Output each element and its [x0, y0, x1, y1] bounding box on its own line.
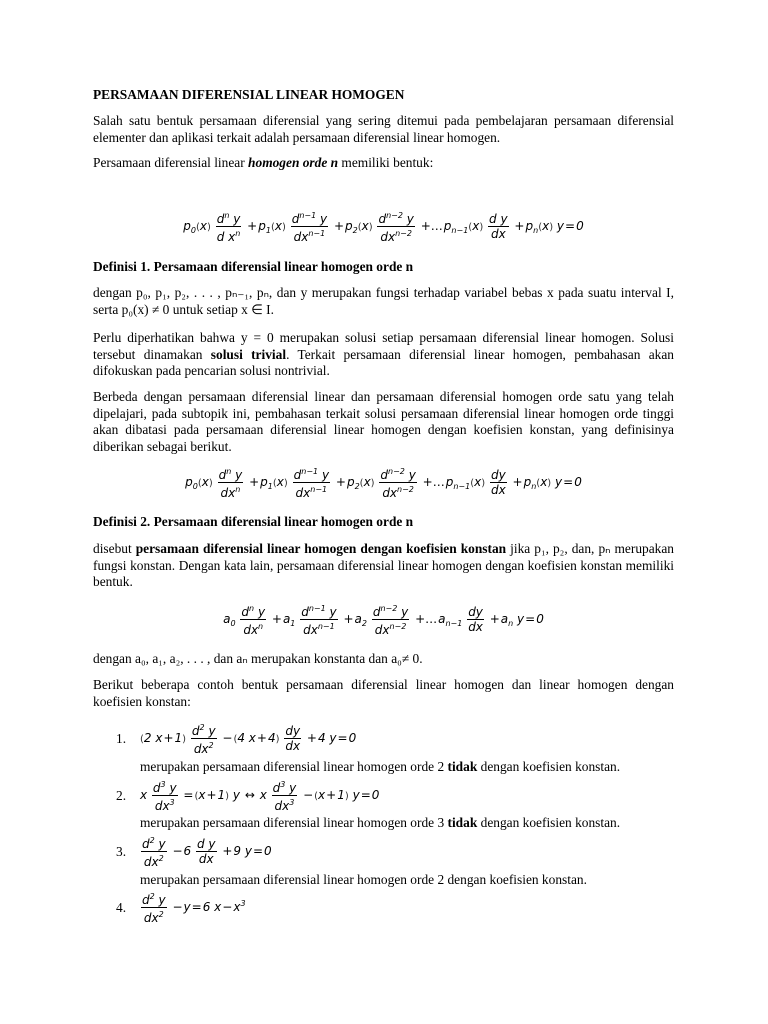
- text-span: merupakan persamaan diferensial linear homogen orde 2 dengan koefisien konstan.: [140, 872, 587, 887]
- example-2-equation: x $\frac{d^3 y}{dx^3}$ =(x+1) y ↔ x $\frac{d^3 y}{dx^3}$ −(x+1) y=0: [140, 780, 380, 813]
- text-span: . Terkait persamaan diferensial linear homogen, pembahasan akan difokuskan pada pencarian solusi nontrivial.: [93, 346, 674, 379]
- equation-constant-coefficients: $a_0$ $\frac{d^n y}{dx^n}$ $+a_1$ $\frac{d^{n-1} y}{dx^{n-1}}$ $+a_2$ $\frac{d^{n-2} y}{dx^{n-2}}$ $+\dots a_{n-1}$ $\frac{dy}{dx}$ $+a_n$ y=0: [223, 604, 544, 637]
- definition-1-paragraph: dengan p₀, p₁, p₂, . . . , pₙ₋₁, pₙ, dan y merupakan fungsi terhadap variabel bebas x pada suatu interval I, serta p₀(x) ≠ 0 untuk setiap x ∈ I.: [93, 285, 674, 317]
- bold-text: persamaan diferensial linear homogen dengan koefisien konstan: [135, 541, 507, 556]
- definition-2-paragraph: [93, 541, 674, 591]
- text-span: Perlu diperhatikan bahwa y = 0 merupakan solusi setiap persamaan diferensial linear homogen. Solusi tersebut dinamakan: [93, 330, 674, 362]
- trivial-solution-paragraph: [93, 330, 674, 380]
- text-span: dengan koefisien konstan.: [477, 815, 621, 830]
- scope-paragraph: Berbeda dengan persamaan diferensial linear dan persamaan diferensial homogen orde satu yang telah dipelajari, pada subtopik ini, pembahasan terkait solusi persamaan diferensial linear homogen orde tinggi akan dibatasi pada persamaan diferensial linear homogen dengan koefisien konstan, yang definisinya diberikan sebagai berikut.: [93, 389, 674, 454]
- text-span: memiliki bentuk:: [338, 155, 434, 170]
- text-span: Persamaan diferensial linear: [93, 155, 249, 170]
- examples-intro-paragraph: Berikut beberapa contoh bentuk persamaan diferensial linear homogen dan linear homogen dengan koefisien konstan:: [93, 677, 674, 709]
- list-item-number: 4.: [116, 900, 127, 915]
- example-1-equation: (2 x+1) $\frac{d^2 y}{dx^2}$ −(4 x+4) $\frac{dy}{dx}$ +4 y=0: [140, 723, 357, 756]
- emphasis-text: homogen orde n: [248, 155, 339, 170]
- example-4-equation: $\frac{d^2 y}{dx^2}$ −y=6 $x-x^3$: [142, 892, 246, 925]
- doc-title: PERSAMAAN DIFERENSIAL LINEAR HOMOGEN: [93, 87, 405, 102]
- text-span: dengan koefisien konstan.: [477, 759, 621, 774]
- text-span: merupakan persamaan diferensial linear homogen orde 3: [140, 815, 448, 830]
- text-span: disebut: [93, 541, 136, 556]
- equation-general-form-2: $p_0(x)$ $\frac{d^n y}{dx^n}$ $+p_1(x)$ $\frac{d^{n-1} y}{dx^{n-1}}$ $+p_2(x)$ $\frac{d^{n-2} y}{dx^{n-2}}$ $+\dots p_{n-1}(x)$ $\frac{dy}{dx}$ $+p_n(x)$ y=0: [185, 467, 582, 500]
- intro-paragraph: Salah satu bentuk persamaan diferensial yang sering ditemui pada pembelajaran persamaan diferensial elementer dan aplikasi terkait adalah persamaan diferensial linear homogen.: [93, 113, 674, 145]
- list-item-number: 3.: [116, 844, 127, 859]
- bold-text: tidak: [447, 815, 478, 830]
- example-3-equation: $\frac{d^2 y}{dx^2}$ −6 $\frac{\text{d y}}{dx}$ +9 y=0: [142, 836, 272, 869]
- constants-paragraph: dengan a₀, a₁, a₂, . . . , dan aₙ merupakan konstanta dan a₀≠ 0.: [93, 651, 423, 666]
- definition-2-heading: Definisi 2. Persamaan diferensial linear homogen orde n: [93, 514, 414, 529]
- text-span: merupakan persamaan diferensial linear homogen orde 2: [140, 759, 448, 774]
- list-item-number: 1.: [116, 731, 127, 746]
- equation-general-form: $p_0(x)$ $\frac{d^n y}{d x^n}$ $+p_1(x)$ $\frac{d^{n-1} y}{dx^{n-1}}$ $+p_2(x)$ $\frac{d^{n-2} y}{dx^{n-2}}$ $+\dots p_{n-1}(x)$ $\frac{\text{d y}}{dx}$ $+p_n(x)$ y=0: [183, 211, 584, 244]
- form-intro-paragraph: [93, 155, 674, 172]
- text-span: jika p₁, p₂, dan, pₙ merupakan fungsi konstan. Dengan kata lain, persamaan diferensial linear homogen dengan koefisien konstan memiliki bentuk.: [93, 541, 674, 590]
- bold-text: solusi trivial: [210, 346, 287, 362]
- example-2-description: [140, 815, 620, 832]
- definition-1-heading: Definisi 1. Persamaan diferensial linear homogen orde n: [93, 259, 414, 274]
- list-item-number: 2.: [116, 788, 127, 803]
- example-3-description: [140, 872, 587, 889]
- example-1-description: [140, 759, 620, 776]
- bold-text: tidak: [447, 759, 478, 774]
